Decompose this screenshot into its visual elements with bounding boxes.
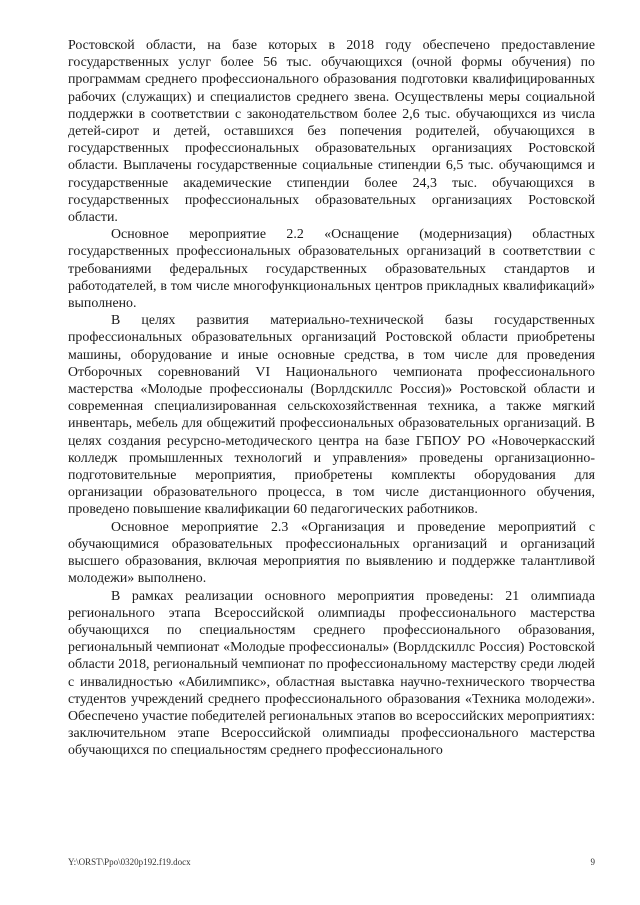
paragraph: Основное мероприятие 2.3 «Организация и проведение мероприятий с обучающимися образовательных профессиональных организаций и организаций высшего образования, включая мероприятия по выявлению и поддержке талантливой молодежи» выполнено. <box>68 519 595 587</box>
footer-file-path: Y:\ORST\Ppo\0320p192.f19.docx <box>68 857 191 867</box>
paragraph: Основное мероприятие 2.2 «Оснащение (модернизация) областных государственных профессиональных образовательных организаций в соответствии с требованиями федеральных государственных образовательных стандартов и работодателей, в том числе многофункциональных центров прикладных квалификаций» выполнено. <box>68 227 595 312</box>
document-body <box>68 37 595 760</box>
paragraph: Ростовской области, на базе которых в 2018 году обеспечено предоставление государственных услуг более 56 тыс. обучающихся (очной формы обучения) по программам среднего профессионального образования подготовки квалифицированных рабочих (служащих) и специалистов среднего звена. Осуществлены меры социальной поддержки в соответствии с законодательством более 2,6 тыс. обучающихся из числа детей-сирот и детей, оставшихся без попечения родителей, обучающихся в государственных профессиональных образовательных организациях Ростовской области. Выплачены государственные социальные стипендии 6,5 тыс. обучающимся и государственные академические стипендии более 24,3 тыс. обучающихся в государственных профессиональных образовательных организациях Ростовской области. <box>68 38 595 226</box>
paragraph: В целях развития материально-технической базы государственных профессиональных образовательных организаций Ростовской области приобретены машины, оборудование и иные основные средства, в том числе для проведения Отборочных соревнований VI Национального чемпионата профессионального мастерства «Молодые профессионалы (Ворлдскиллс Россия)» Ростовской области и современная специализированная сельскохозяйственная техника, а также мягкий инвентарь, мебель для общежитий профессиональных образовательных организаций. В целях создания ресурсно-методического центра на базе ГБПОУ РО «Новочеркасский колледж промышленных технологий и управления» проведены организационно-подготовительные мероприятия, приобретены комплекты оборудования для организации образовательного процесса, в том числе дистанционного обучения, проведено повышение квалификации 60 педагогических работников. <box>68 313 595 518</box>
paragraph: В рамках реализации основного мероприятия проведены: 21 олимпиада регионального этапа Всероссийской олимпиады профессионального мастерства обучающихся по специальностям среднего профессионального образования, региональный чемпионат «Молодые профессионалы» (Ворлдскиллс Россия) Ростовской области 2018, региональный чемпионат по профессиональному мастерству среди людей с инвалидностью «Абилимпикс», областная выставка научно-технического творчества студентов учреждений среднего профессионального образования «Техника молодежи». Обеспечено участие победителей региональных этапов во всероссийских мероприятиях: заключительном этапе Всероссийской олимпиады профессионального мастерства обучающихся по специальностям среднего профессионального <box>68 588 595 759</box>
page-number: 9 <box>590 857 595 867</box>
